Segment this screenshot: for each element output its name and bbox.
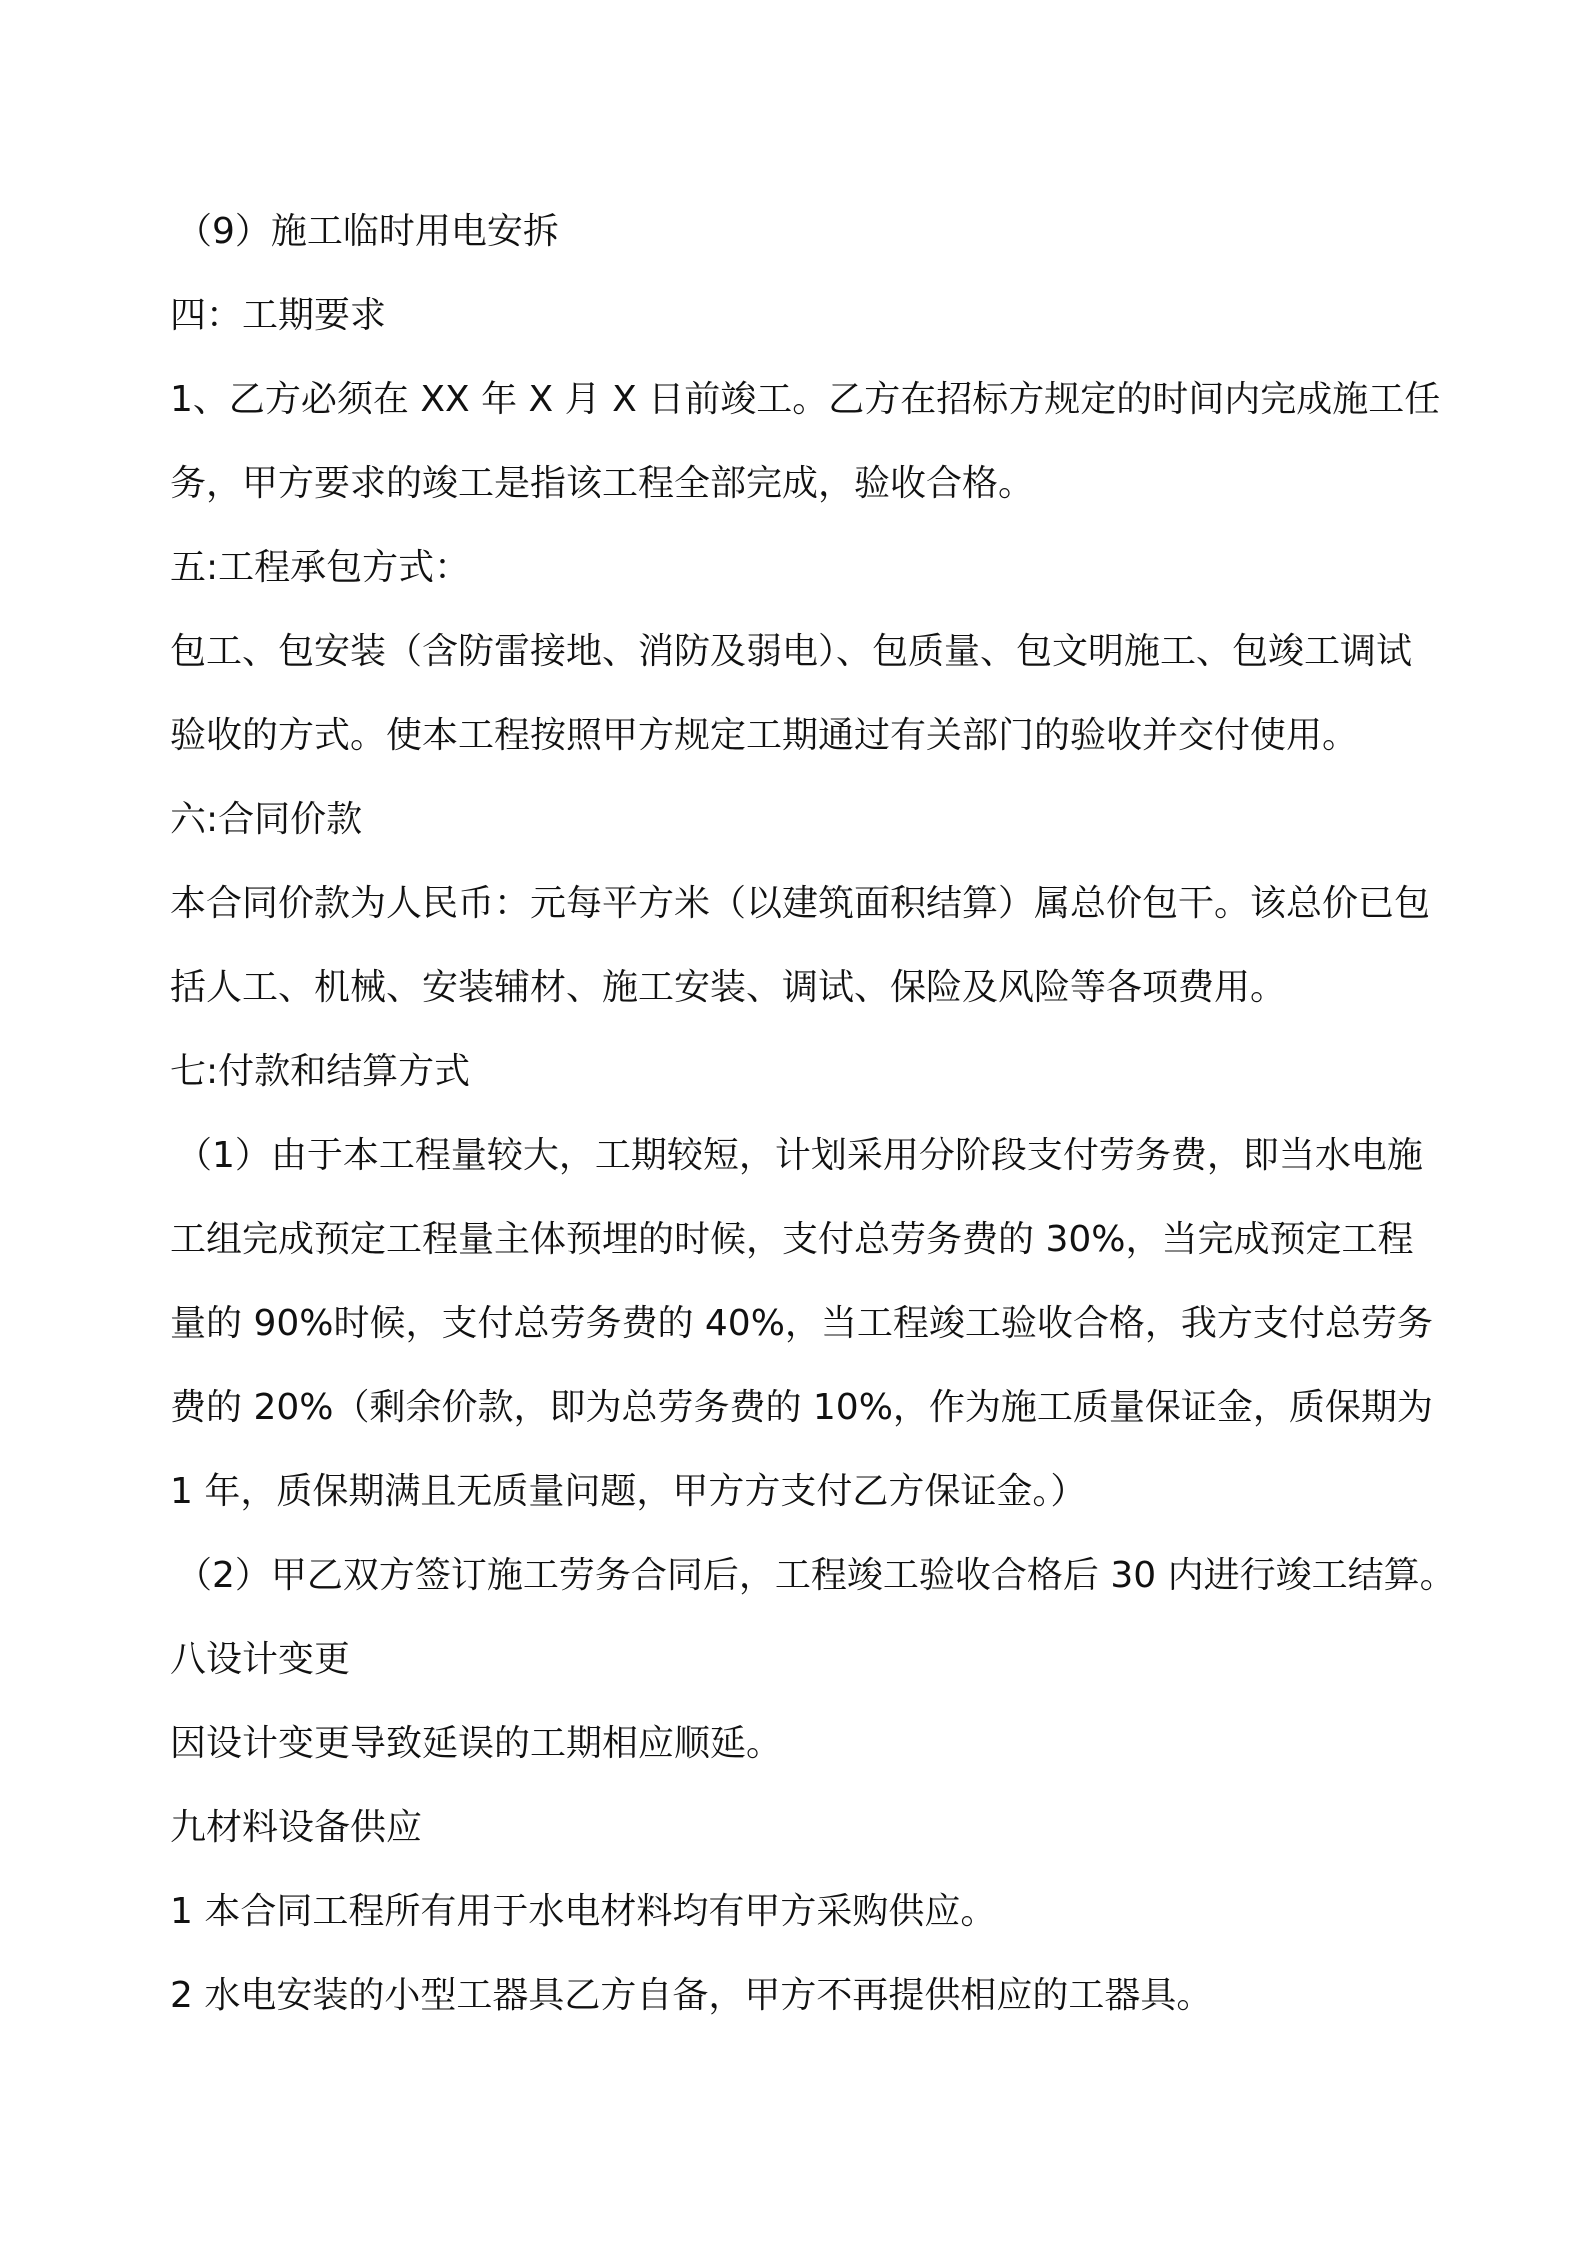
paragraph-line: 工组完成预定工程量主体预埋的时候，支付总劳务费的 30%，当完成预定工程: [170, 1219, 1414, 1260]
paragraph-line: 1 本合同工程所有用于水电材料均有甲方采购供应。: [170, 1891, 997, 1932]
paragraph-line: （1）由于本工程量较大，工期较短，计划采用分阶段支付劳务费，即当水电施: [176, 1135, 1423, 1176]
paragraph-line: 1 年，质保期满且无质量问题，甲方方支付乙方保证金。）: [170, 1471, 1087, 1512]
paragraph-line: （2）甲乙双方签订施工劳务合同后，工程竣工验收合格后 30 内进行竣工结算。: [176, 1555, 1456, 1596]
paragraph-line: 量的 90%时候，支付总劳务费的 40%，当工程竣工验收合格，我方支付总劳务: [170, 1303, 1433, 1344]
paragraph-line: 验收的方式。使本工程按照甲方规定工期通过有关部门的验收并交付使用。: [170, 715, 1359, 756]
paragraph-line: 2 水电安装的小型工器具乙方自备，甲方不再提供相应的工器具。: [170, 1975, 1213, 2016]
section-heading-7: 七:付款和结算方式: [170, 1051, 471, 1092]
section-heading-9: 九材料设备供应: [170, 1807, 423, 1848]
paragraph-line: 务，甲方要求的竣工是指该工程全部完成，验收合格。: [170, 463, 1035, 504]
section-heading-6: 六:合同价款: [170, 799, 363, 840]
section-heading-8: 八设计变更: [170, 1639, 351, 1680]
document-body: [170, 190, 1470, 2038]
section-heading-4: 四：工期要求: [170, 295, 387, 336]
paragraph-line: 本合同价款为人民币：元每平方米（以建筑面积结算）属总价包干。该总价已包: [170, 883, 1431, 924]
paragraph-line: 1、乙方必须在 XX 年 X 月 X 日前竣工。乙方在招标方规定的时间内完成施工任: [170, 379, 1441, 420]
section-heading-5: 五:工程承包方式：: [170, 547, 471, 588]
paragraph-line: 括人工、机械、安装辅材、施工安装、调试、保险及风险等各项费用。: [170, 967, 1287, 1008]
paragraph-line: 包工、包安装（含防雷接地、消防及弱电）、包质量、包文明施工、包竣工调试: [170, 631, 1413, 672]
paragraph-line: 费的 20%（剩余价款，即为总劳务费的 10%，作为施工质量保证金，质保期为: [170, 1387, 1433, 1428]
clause-item-9: （9）施工临时用电安拆: [176, 211, 559, 252]
paragraph-line: 因设计变更导致延误的工期相应顺延。: [170, 1723, 783, 1764]
